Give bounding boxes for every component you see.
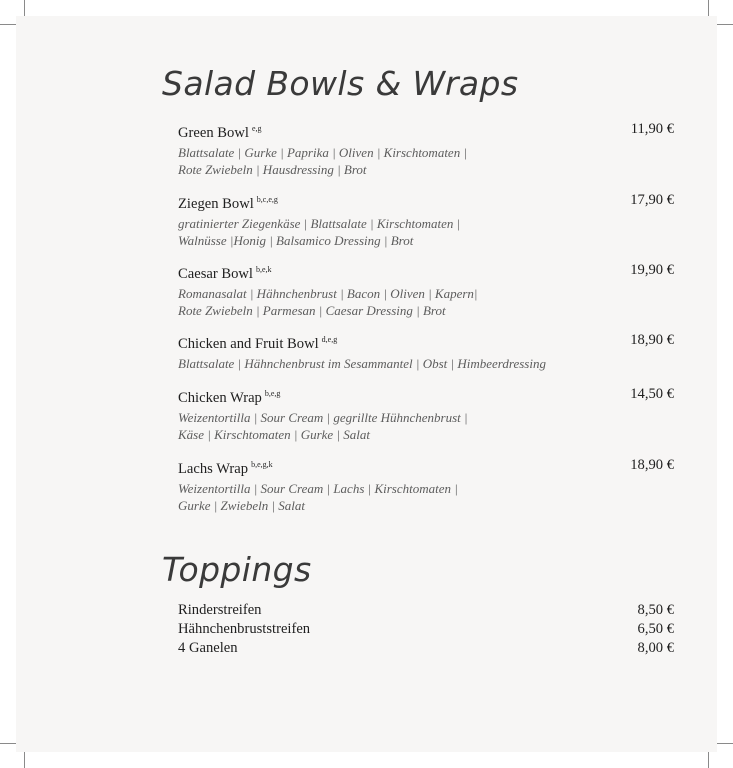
topping-item: [178, 601, 674, 619]
item-name-text: Green Bowl: [178, 124, 249, 141]
crop-mark: [717, 743, 733, 744]
crop-mark: [24, 752, 25, 768]
topping-price: 8,00 €: [637, 640, 674, 656]
item-name-text: Caesar Bowl: [178, 265, 253, 282]
item-description: [178, 480, 674, 515]
topping-name: Rinderstreifen: [178, 602, 262, 618]
description-line: Weizentortilla | Sour Cream | gegrillte Hühnchenbrust |: [178, 409, 468, 425]
item-name: [178, 261, 674, 283]
item-name: [178, 120, 674, 142]
description-line: Weizentortilla | Sour Cream | Lachs | Kirschtomaten |: [178, 480, 458, 496]
menu-item-caesar-bowl: [178, 261, 674, 320]
item-price: 19,90 €: [630, 262, 674, 278]
item-name: [178, 331, 674, 353]
description-line: Gurke | Zwiebeln | Salat: [178, 498, 306, 514]
item-description: [178, 409, 674, 444]
menu-item-chicken-wrap: [178, 385, 674, 444]
topping-item: [178, 639, 674, 657]
description-line: gratinierter Ziegenkäse | Blattsalate | Kirschtomaten |: [178, 215, 461, 231]
item-name: [178, 385, 674, 407]
topping-price: 6,50 €: [637, 621, 674, 637]
menu-page: [16, 16, 717, 752]
item-price: 17,90 €: [630, 192, 674, 208]
crop-mark: [708, 752, 709, 768]
section-title-salads: Salad Bowls & Wraps: [162, 64, 519, 103]
crop-mark: [708, 0, 709, 16]
allergen-codes: b,e,k: [255, 265, 272, 274]
crop-mark: [717, 24, 733, 25]
menu-item-ziegen-bowl: [178, 191, 674, 250]
item-name: [178, 191, 674, 213]
topping-name: 4 Ganelen: [178, 640, 238, 656]
crop-mark: [24, 0, 25, 16]
item-description: [178, 285, 674, 320]
item-price: 14,50 €: [630, 386, 674, 402]
crop-mark: [0, 24, 16, 25]
allergen-codes: b,e,g,k: [251, 460, 273, 469]
description-line: Walnüsse |Honig | Balsamico Dressing | Brot: [178, 233, 414, 249]
item-description: [178, 144, 674, 179]
description-line: Käse | Kirschtomaten | Gurke | Salat: [178, 427, 370, 443]
item-name-text: Ziegen Bowl: [178, 195, 254, 212]
item-price: 18,90 €: [630, 457, 674, 473]
description-line: Romanasalat | Hähnchenbrust | Bacon | Oliven | Kapern|: [178, 285, 478, 301]
section-title-toppings: Toppings: [162, 550, 312, 589]
allergen-codes: b,e,g: [264, 389, 281, 398]
item-name-text: Chicken Wrap: [178, 389, 262, 406]
allergen-codes: d,e,g: [321, 335, 338, 344]
item-name: [178, 456, 674, 478]
topping-name: Hähnchenbruststreifen: [178, 621, 311, 637]
menu-item-chicken-fruit-bowl: [178, 331, 674, 372]
allergen-codes: b,c,e,g: [256, 195, 278, 204]
item-price: 18,90 €: [630, 332, 674, 348]
description-line: Blattsalate | Gurke | Paprika | Oliven | Kirschtomaten |: [178, 144, 468, 160]
topping-item: [178, 620, 674, 638]
item-description: [178, 355, 674, 373]
menu-item-lachs-wrap: [178, 456, 674, 515]
menu-item-green-bowl: [178, 120, 674, 179]
allergen-codes: e,g: [251, 124, 262, 133]
description-line: Blattsalate | Hähnchenbrust im Sesammantel | Obst | Himbeerdressing: [178, 355, 546, 371]
item-name-text: Lachs Wrap: [178, 460, 249, 477]
description-line: Rote Zwiebeln | Hausdressing | Brot: [178, 162, 367, 178]
topping-price: 8,50 €: [637, 602, 674, 618]
item-price: 11,90 €: [630, 121, 674, 137]
description-line: Rote Zwiebeln | Parmesan | Caesar Dressing | Brot: [178, 303, 446, 319]
crop-mark: [0, 743, 16, 744]
item-name-text: Chicken and Fruit Bowl: [178, 335, 319, 352]
item-description: [178, 215, 674, 250]
